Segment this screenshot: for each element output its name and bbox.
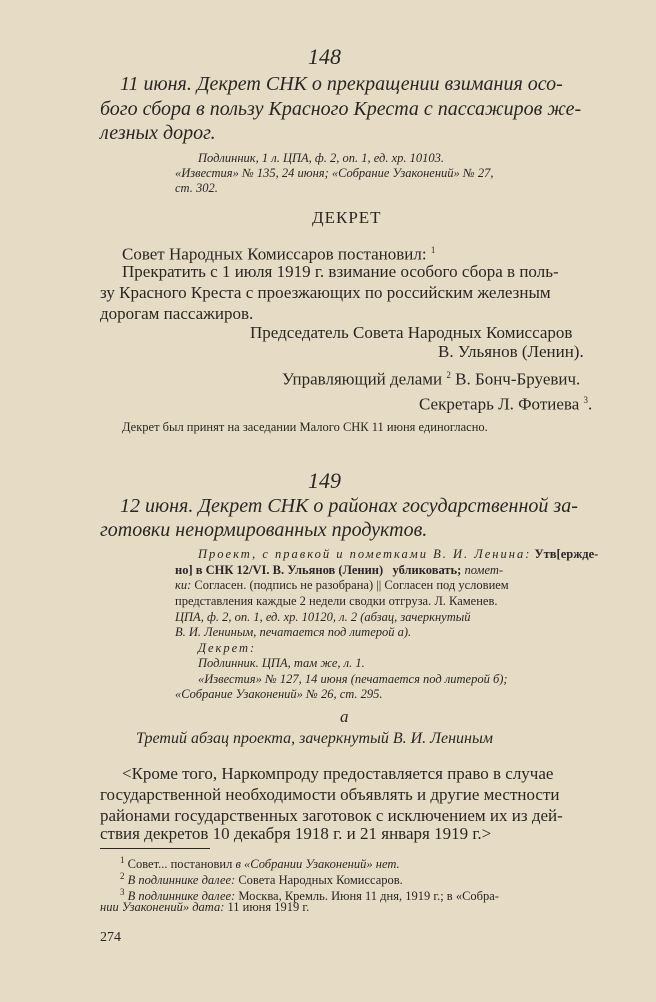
- section-letter: а: [340, 707, 349, 726]
- paragraph-line: районами государственных заготовок с исключением их из дей-: [100, 806, 563, 825]
- paragraph-line: <Кроме того, Наркомпроду предоставляется право в случае: [122, 764, 554, 783]
- section-subtitle: Третий абзац проекта, зачеркнутый В. И. Лениным: [136, 730, 494, 747]
- source-line: «Собрание Узаконений» № 26, ст. 295.: [175, 687, 383, 701]
- paragraph-line: государственной необходимости объявлять и другие местности: [100, 785, 560, 804]
- document-title-line: готовки ненормированных продуктов.: [100, 519, 428, 541]
- signature-line: Секретарь Л. Фотиева $^3$.: [419, 394, 593, 414]
- document-number: 149: [308, 468, 341, 493]
- source-line: но] в СНК 12/VI. В. Ульянов (Ленин) убликовать; помет-: [175, 563, 504, 577]
- decree-body-line: зу Красного Креста с проезжающих по российским железным: [100, 283, 551, 302]
- document-title-line: лезных дорог.: [100, 122, 216, 144]
- decree-body-line: Прекратить с 1 июля 1919 г. взимание особого сбора в поль-: [122, 262, 559, 281]
- footnote: $^3$ В подлиннике далее: Москва, Кремль. Июня 11 дня, 1919 г.; в «Собра-: [120, 887, 499, 904]
- page-number: 274: [100, 930, 121, 945]
- source-line: ки: Согласен. (подпись не разобрана) || Согласен под условием: [175, 578, 509, 592]
- source-line: Подлинник, 1 л. ЦПА, ф. 2, оп. 1, ед. хр. 10103.: [198, 151, 445, 165]
- source-line: В. И. Лениным, печатается под литерой а).: [175, 625, 412, 639]
- source-line: ст. 302.: [175, 181, 218, 195]
- decree-heading: ДЕКРЕТ: [312, 208, 382, 227]
- source-line: «Известия» № 135, 24 июня; «Собрание Узаконений» № 27,: [175, 166, 494, 180]
- decree-note: Декрет был принят на заседании Малого СНК 11 июня единогласно.: [122, 420, 488, 434]
- footnote-continuation: нии Узаконений» дата: 11 июня 1919 г.: [100, 900, 310, 914]
- footnote-divider: [100, 848, 210, 849]
- signature-name: В. Ульянов (Ленин).: [438, 342, 584, 361]
- decree-body-line: дорогам пассажиров.: [100, 304, 254, 323]
- document-number: 148: [308, 44, 341, 69]
- source-line: Проект, с правкой и пометками В. И. Ленина: Утв[ержде-: [198, 547, 599, 561]
- source-line: ЦПА, ф. 2, оп. 1, ед. хр. 10120, л. 2 (абзац, зачеркнутый: [175, 610, 471, 624]
- footnote-ref: 3: [583, 395, 588, 405]
- document-title-line: 12 июня. Декрет СНК о районах государственной за-: [120, 495, 578, 517]
- signature-line: Управляющий делами $^2$ В. Бонч-Бруевич.: [282, 369, 581, 389]
- source-line: «Известия» № 127, 14 июня (печатается под литерой б);: [198, 672, 508, 686]
- footnote-ref: 1: [430, 245, 436, 255]
- decree-intro: Совет Народных Комиссаров постановил: $^1$: [122, 244, 436, 264]
- source-line: Подлинник. ЦПА, там же, л. 1.: [198, 656, 365, 670]
- document-title-line: 11 июня. Декрет СНК о прекращении взимания осо-: [120, 73, 563, 95]
- footnote: $^1$ Совет... постановил в «Собрании Узаконений» нет.: [120, 855, 400, 872]
- paragraph-line: ствия декретов 10 декабря 1918 г. и 21 января 1919 г.>: [100, 824, 492, 843]
- footnote-ref: 2: [446, 370, 451, 380]
- footnote: $^2$ В подлиннике далее: Совета Народных Комиссаров.: [120, 871, 403, 888]
- source-line: Декрет:: [198, 641, 257, 655]
- source-line: представления каждые 2 недели сводки отгруза. Л. Каменев.: [175, 594, 498, 608]
- document-title-line: бого сбора в пользу Красного Креста с пассажиров же-: [100, 98, 582, 120]
- signature-title: Председатель Совета Народных Комиссаров: [250, 323, 573, 342]
